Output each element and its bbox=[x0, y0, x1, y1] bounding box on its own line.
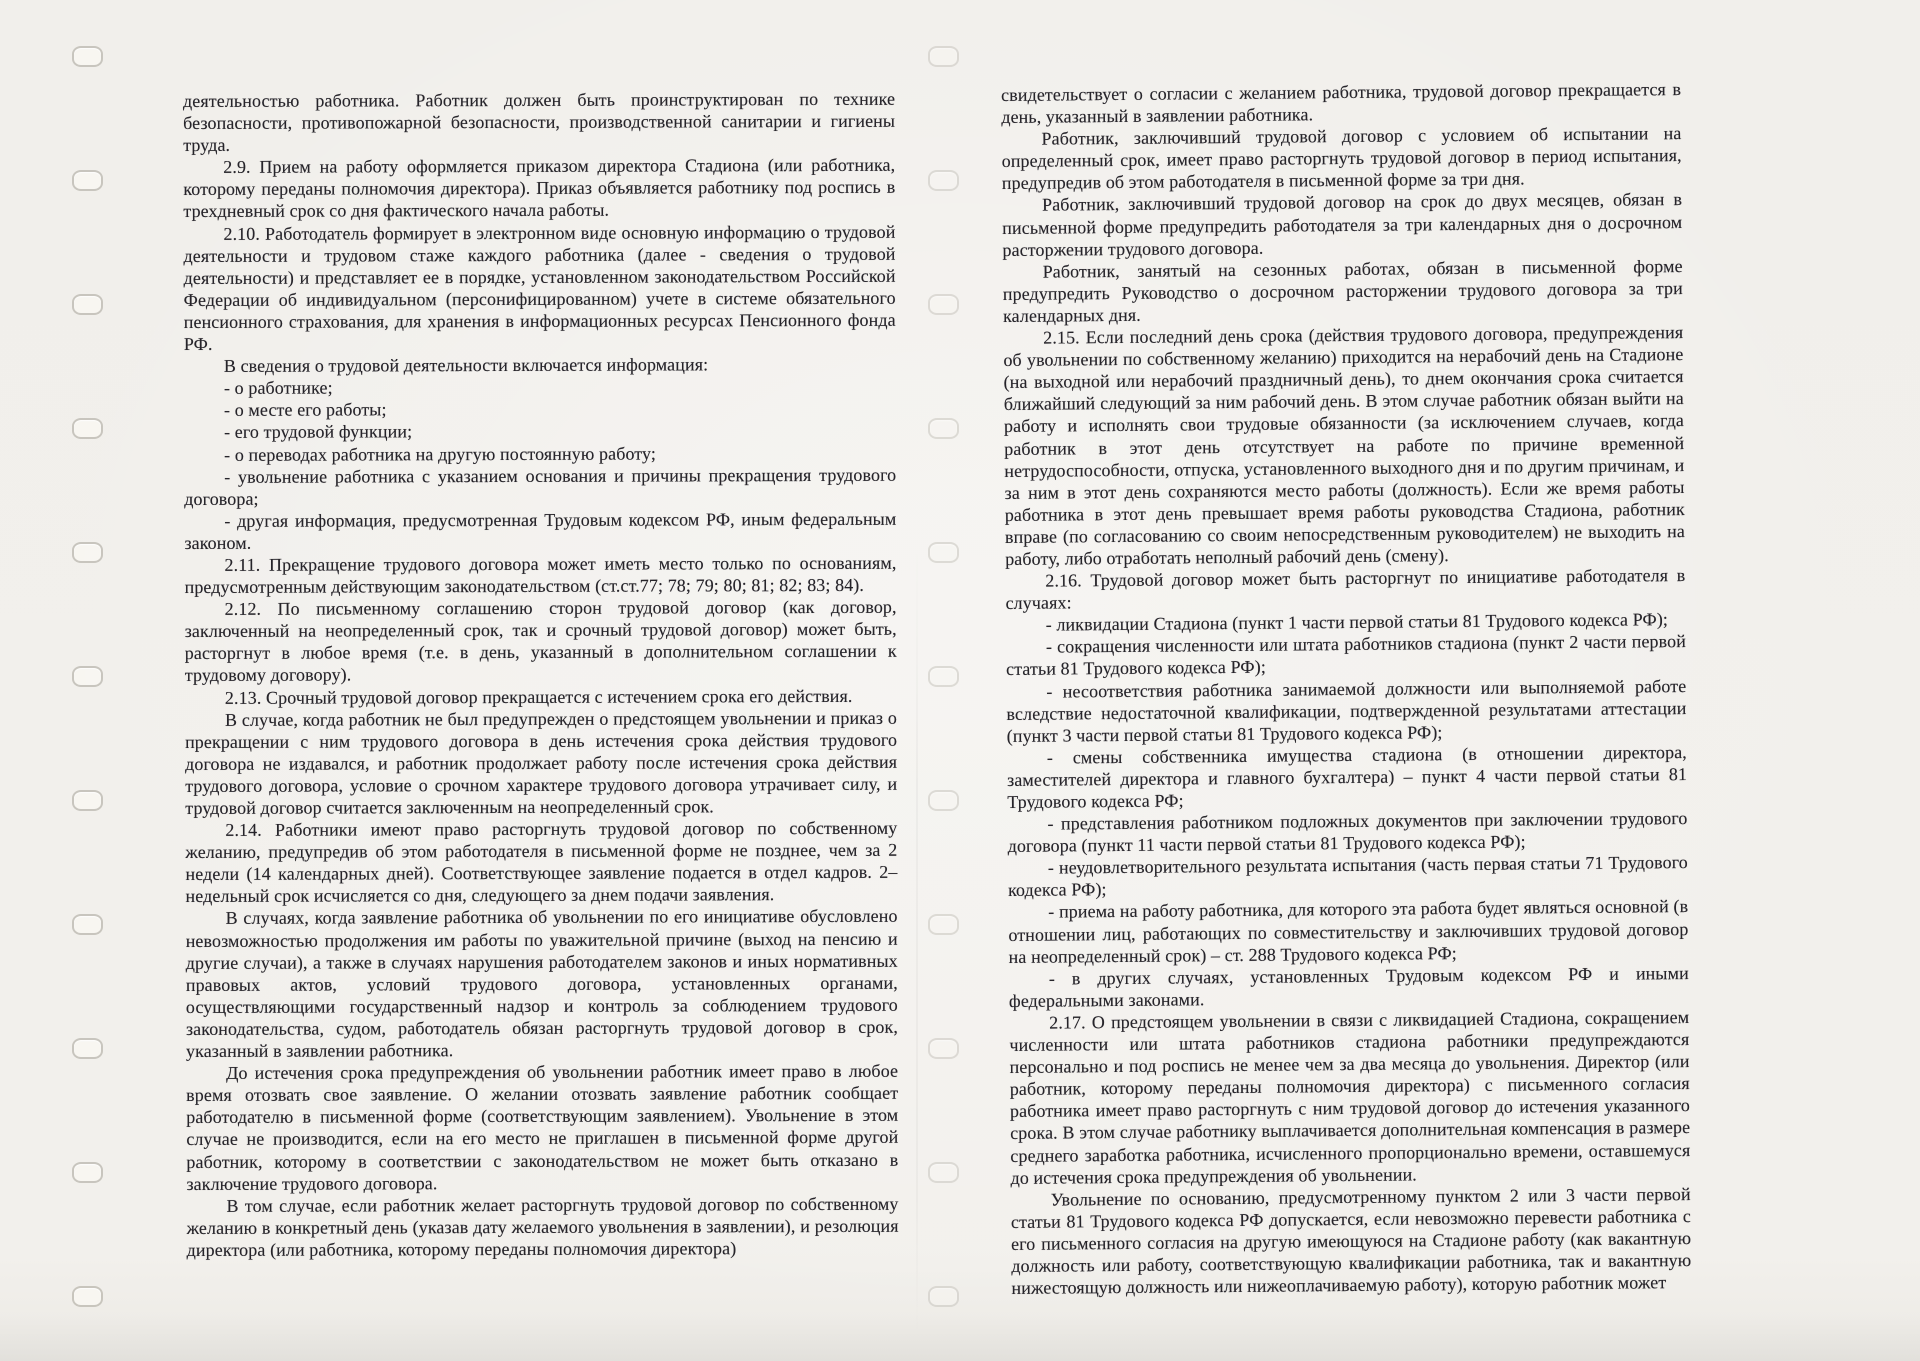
paragraph: 2.10. Работодатель формирует в электронном виде основную информацию о трудовой деятельности и трудовом стаже каждого работника (далее - сведения о трудовой деятельности) и представляет ее в порядке, установленном законодательством Российской Федерации об индивидуальном (персонифицированном) учете в системе обязательного пенсионного страхования, для хранения в информационных ресурсах Пенсионного фонда РФ. bbox=[183, 221, 896, 355]
binder-hole bbox=[928, 666, 959, 687]
paragraph: 2.17. О предстоящем увольнении в связи с ликвидацией Стадиона, сокращением численности или штата работников стадиона работники предупреждаются персонально и под роспись не менее чем за два месяца до увольнения. Директор (или работник, которому переданы полномочия директора) с письменного согласия работника имеет право расторгнуть с ним трудовой договор до истечения указанного срока. В этом случае работнику выплачивается дополнительная компенсация в размере среднего заработка работника, исчисленного пропорционально времени, оставшемуся до истечения срока предупреждения об увольнении. bbox=[1009, 1006, 1691, 1188]
paragraph: - увольнение работника с указанием основания и причины прекращения трудового договора; bbox=[184, 464, 897, 509]
right-sheet-edge bbox=[916, 540, 918, 1340]
binder-hole bbox=[72, 294, 103, 315]
scan-bottom-shadow bbox=[0, 1313, 1920, 1361]
paragraph: - представления работником подложных документов при заключении трудового договора (пункт 11 части первой статьи 81 Трудового кодекса РФ); bbox=[1007, 808, 1688, 857]
paragraph: 2.16. Трудовой договор может быть расторгнут по инициативе работодателя в случаях: bbox=[1005, 565, 1686, 614]
paragraph: Увольнение по основанию, предусмотренному пунктом 2 или 3 части первой статьи 81 Трудового кодекса РФ допускается, если невозможно перевести работника с его письменного согласия на другую имеющуюся на Стадионе работу (как вакантную должность или работу, соответствующую квалификации работника, так и вакантную нижестоящую должность или нижеоплачиваемую работу), которую работник может bbox=[1010, 1183, 1692, 1299]
paragraph: - о переводах работника на другую постоянную работу; bbox=[224, 443, 657, 465]
paragraph: - неудовлетворительного результата испытания (часть первая статьи 71 Трудового кодекса РФ); bbox=[1007, 852, 1688, 901]
paragraph: - о работнике; bbox=[223, 377, 333, 399]
binder-hole bbox=[72, 1038, 103, 1059]
binder-hole bbox=[72, 418, 103, 439]
paragraph: - ликвидации Стадиона (пункт 1 части первой статьи 81 Трудового кодекса РФ); bbox=[1045, 609, 1669, 635]
binder-hole bbox=[72, 46, 103, 67]
paragraph: Работник, занятый на сезонных работах, обязан в письменной форме предупредить Руководство о досрочном расторжении трудового договора за три календарных дня. bbox=[1002, 255, 1683, 326]
paragraph: Работник, заключивший трудовой договор с условием об испытании на определенный срок, имеет право расторгнуть трудовой договор в период испытания, предупредив об этом работодателя в письменной форме за три дня. bbox=[1001, 123, 1682, 194]
binder-hole bbox=[72, 1286, 103, 1307]
paragraph: - его трудовой функции; bbox=[224, 421, 413, 443]
binder-hole bbox=[928, 1162, 959, 1183]
paragraph: свидетельствует о согласии с желанием работника, трудовой договор прекращается в день, указанный в заявлении работника. bbox=[1001, 79, 1682, 128]
binder-hole bbox=[928, 914, 959, 935]
binder-hole bbox=[928, 170, 959, 191]
paragraph: 2.12. По письменному соглашению сторон трудовой договор (как договор, заключенный на неопределенный срок, так и срочный трудовой договор) может быть, расторгнут в любое время (т.е. в день, указанный в дополнительном соглашении к трудовому договору). bbox=[184, 596, 897, 686]
paragraph: До истечения срока предупреждения об увольнении работник имеет право в любое время отозвать свое заявление. О желании отозвать заявление работник сообщает работодателю в письменной форме (соответствующим заявлением). Увольнение в этом случае не производится, если на его место не приглашен в письменной форме другой работник, которому в соответствии с законодательством не может быть отказано в заключение трудового договора. bbox=[186, 1060, 899, 1194]
paragraph: - приема на работу работника, для которого эта работа будет являться основной (в отношении лиц, работающих по совместительству и заключивших трудовой договор на неопределенный срок) – ст. 288 Трудового кодекса РФ; bbox=[1008, 896, 1689, 967]
binder-hole bbox=[928, 294, 959, 315]
paragraph: В случаях, когда заявление работника об увольнении по его инициативе обусловлено невозможностью продолжения им работы по уважительной причине (выход на пенсию и другие случаи), а также в случаях нарушения работодателем законов и иных нормативных правовых актов, условий трудового договора, установленных органами, осуществляющими государственный надзор и контроль за соблюдением трудового законодательства, судом, работодатель обязан расторгнуть трудовой договор в срок, указанный в заявлении работника. bbox=[185, 906, 898, 1062]
paragraph: 2.13. Срочный трудовой договор прекращается с истечением срока его действия. bbox=[224, 685, 853, 708]
paragraph: 2.11. Прекращение трудового договора может иметь место только по основаниям, предусмотренным действующим законодательством (ст.ст.77; 78; 79; 80; 81; 82; 83; 84). bbox=[184, 552, 897, 598]
paragraph: - в других случаях, установленных Трудовым кодексом РФ и иными федеральными законами. bbox=[1008, 962, 1689, 1011]
paragraph: - несоответствия работника занимаемой должности или выполняемой работе вследствие недостаточной квалификации, подтвержденной результатами аттестации (пункт 3 части первой статьи 81 Трудового кодекса РФ); bbox=[1006, 675, 1687, 746]
paragraph: - другая информация, предусмотренная Трудовым кодексом РФ, иным федеральным законом. bbox=[184, 508, 897, 553]
paragraph: Работник, заключивший трудовой договор на срок до двух месяцев, обязан в письменной форме предупредить работодателя за три календарных дня о досрочном расторжении трудового договора. bbox=[1002, 189, 1683, 260]
paragraph: - смены собственника имущества стадиона (в отношении директора, заместителей директора и главного бухгалтера) – пункт 4 части первой статьи 81 Трудового кодекса РФ; bbox=[1006, 741, 1688, 812]
binder-hole bbox=[928, 1286, 959, 1307]
binder-hole bbox=[72, 170, 103, 191]
binder-hole bbox=[928, 46, 959, 67]
binder-hole bbox=[928, 1038, 959, 1059]
paragraph: - сокращения численности или штата работников стадиона (пункт 2 части первой статьи 81 Трудового кодекса РФ); bbox=[1006, 631, 1686, 680]
paragraph: 2.14. Работники имеют право расторгнуть трудовой договор по собственному желанию, предупредив об этом работодателя в письменной форме не позднее, чем за 2 недели (14 календарных дней). Соответствующее заявление подается в отдел кадров. 2–недельный срок исчисляется со дня, следующего за днем подачи заявления. bbox=[185, 817, 898, 907]
page-left bbox=[183, 88, 899, 1261]
binder-hole bbox=[928, 790, 959, 811]
paragraph: В том случае, если работник желает расторгнуть трудовой договор по собственному желанию в конкретный день (указав дату желаемого увольнения в заявлении), и резолюция директора (или работника, которому переданы полномочия директора) bbox=[186, 1193, 899, 1260]
binder-hole bbox=[72, 666, 103, 687]
page-right bbox=[1001, 78, 1692, 1299]
binder-hole bbox=[72, 1162, 103, 1183]
paragraph: - о месте его работы; bbox=[223, 399, 387, 421]
binder-hole bbox=[72, 914, 103, 935]
binder-hole bbox=[72, 542, 103, 563]
paragraph: 2.9. Прием на работу оформляется приказом директора Стадиона (или работника, которому переданы полномочия директора). Приказ объявляется работнику под роспись в трехдневный срок со дня фактического начала работы. bbox=[183, 155, 896, 222]
paragraph: 2.15. Если последний день срока (действия трудового договора, предупреждения об увольнении по собственному желанию) приходится на нерабочий день на Стадионе (на выходной или нерабочий праздничный день), то днем окончания срока считается ближайший следующий за ним рабочий день. В этом случае работник обязан выйти на работу и исполнять свои трудовые обязанности (за исключением случаев, когда работник в этот день отсутствует на работе по причине временной нетрудоспособности, отпуска, установленного выходного дня и по другим причинам, и за ним в этот день сохраняются место работы (должность). Если же время работы работника в этот день превышает время работы руководства Стадиона, работник вправе (по согласованию со своим непосредственным руководителем) не выходить на работу, либо отработать неполный рабочий день (смену). bbox=[1003, 322, 1686, 569]
paragraph: В случае, когда работник не был предупрежден о предстоящем увольнении и приказ о прекращении с ним трудового договора в день истечения срока действия трудового договора не издавался, и работник продолжает работу после истечения срока действия трудового договора, условие о срочном характере трудового договора утрачивает силу, и трудовой договор считается заключенным на неопределенный срок. bbox=[185, 707, 898, 818]
paragraph: деятельностью работника. Работник должен быть проинструктирован по технике безопасности, противопожарной безопасности, производственной санитарии и гигиены труда. bbox=[183, 88, 896, 156]
binder-hole bbox=[72, 790, 103, 811]
binder-hole bbox=[928, 542, 959, 563]
binder-hole bbox=[928, 418, 959, 439]
paragraph: В сведения о трудовой деятельности включается информация: bbox=[223, 354, 709, 376]
